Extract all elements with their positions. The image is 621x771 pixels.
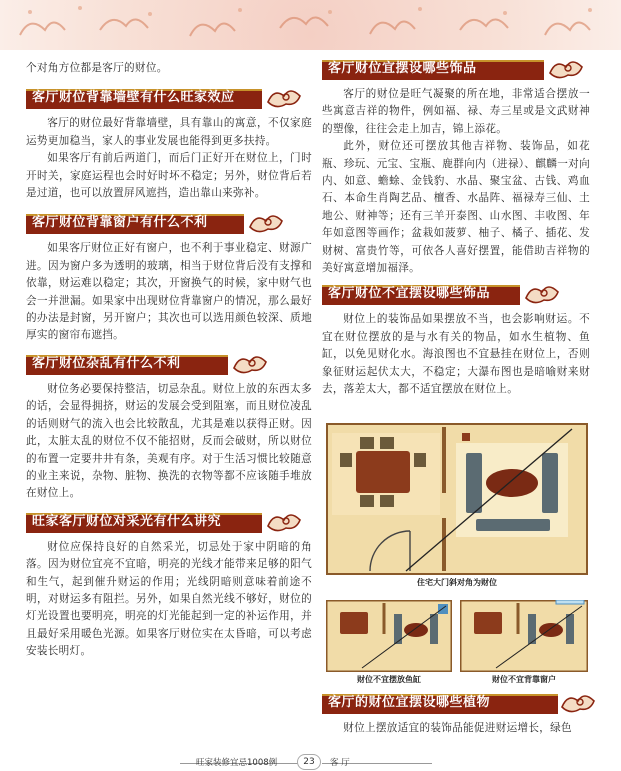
section-heading: 客厅的财位宜摆设哪些植物 (322, 692, 590, 714)
paragraph: 财位务必要保持整洁，切忌杂乱。财位上放的东西太多的话，会显得拥挤，财运的发展会受到阻塞，而且财位凌乱的话则财气的流入也会比较散乱，尤其是难以获得正财。因此，太脏太乱的财位不仅不能招财，反而会破财，所以财位的布置一定要井井有条，美观有序。对于生活习惯比较随意的业主来说，杂物、脏物、换洗的衣物等都不应该随手堆放在财位上。 (26, 382, 312, 500)
right-column (322, 56, 590, 399)
cloud-ornament-icon (558, 689, 598, 717)
section-heading: 客厅财位宜摆设哪些饰品 (322, 58, 590, 80)
left-column (26, 56, 312, 661)
floor-plan-main (326, 423, 588, 575)
cloud-pattern-icon (0, 0, 621, 50)
intro-line: 个对角方位都是客厅的财位。 (26, 62, 168, 74)
paragraph: 此外，财位还可摆放其他吉祥物、装饰品，如花瓶、珍玩、元宝、宝瓶、鹿群向内（进禄）、麒麟一对向内、如意、蟾蜍、金钱豹、水晶、聚宝盆、古钱、鸡血石、本命生肖陶艺品、檀香、水晶阵、福禄寿三仙、土地公、财神等；还有三羊开泰图、山水图、丰收图、年年如意图等画作；盆栽如菠萝、柚子、橘子、插花、发财树、富贵竹等，可依各人喜好摆置，能借助吉祥物的美好寓意增加福泽。 (322, 140, 590, 275)
section-name: 客 厅 (330, 758, 350, 768)
figure-caption: 住宅大门斜对角为财位 (417, 578, 497, 587)
section-heading: 客厅财位不宜摆设哪些饰品 (322, 283, 590, 305)
page-footer (0, 754, 621, 771)
paragraph: 财位上摆放适宜的装饰品能促进财运增长，绿色 (343, 722, 572, 734)
bottom-right-section (322, 690, 590, 737)
figure-caption: 财位不宜摆放鱼缸 (357, 675, 421, 684)
page-number: 23 (297, 754, 321, 770)
book-title: 旺家装修宜忌1008例 (196, 758, 278, 768)
floor-plan-window (460, 600, 588, 672)
paragraph: 客厅的财位是旺气凝聚的所在地，非常适合摆放一些寓意吉祥的物件，例如福、禄、寿三星或是文武财神的塑像，往往会走上加吉，锦上添花。 (322, 88, 590, 135)
cloud-ornament-icon (522, 280, 562, 308)
paragraph: 财位应保持良好的自然采光，切忌处于家中阴暗的角落。因为财位宜亮不宜暗，明亮的光线才能带来足够的阳气和生气，起到催升财运的作用；光线阴暗则意味着前途不明，对财运多有阻拦。另外，如果自然光线不够好，财位的灯光设置也要明亮，明亮的灯光能起到一定的补运作用，并且最好采用暖色光源。如果客厅财位实在太昏暗，可以考虑安装长明灯。 (26, 540, 312, 658)
section-heading: 客厅财位背靠墙壁有什么旺家效应 (26, 87, 312, 109)
cloud-ornament-icon (264, 508, 304, 536)
paragraph: 客厅的财位最好背靠墙壁，具有靠山的寓意，不仅家庭运势更加稳当，家人的事业发展也能得到更多扶持。 (26, 117, 312, 147)
cloud-ornament-icon (230, 350, 270, 378)
cloud-ornament-icon (246, 209, 286, 237)
paragraph: 如果客厅有前后两道门，而后门正好开在财位上，门时开时关，家庭运程也会时好时坏不稳定；另外，财位背后若是过道，也可以放置屏风遮挡，造出靠山来弥补。 (26, 152, 312, 200)
paragraph: 财位上的装饰品如果摆放不当，也会影响财运。不宜在财位摆放的是与水有关的物品，如水生植物、鱼缸，以免见财化水。海浪图也不宜悬挂在财位上，否则象征财运起伏太大，不稳定；大瀑布图也是暗喻财来财去，落差太大，都不适宜摆放在财位上。 (322, 313, 590, 396)
paragraph: 如果客厅财位正好有窗户，也不利于事业稳定、财源广进。因为窗户多为透明的玻璃，相当于财位背后没有支撑和依靠，财运难以稳定；其次，开窗换气的时候，家中财气也会一并泄漏。如果家中出现财位背靠窗户的情况，那么最好的办法是封窗，另开窗户；其次也可以选用颜色较深、质地厚实的窗帘布遮挡。 (26, 242, 312, 342)
section-heading: 客厅财位背靠窗户有什么不利 (26, 212, 312, 234)
cloud-ornament-icon (264, 84, 304, 112)
floor-plan-fish-tank (326, 600, 452, 672)
cloud-ornament-icon (546, 55, 586, 83)
section-heading: 客厅财位杂乱有什么不利 (26, 353, 312, 375)
figure-caption: 财位不宜背靠窗户 (492, 675, 556, 684)
top-cloud-band (0, 0, 621, 50)
section-heading: 旺家客厅财位对采光有什么讲究 (26, 511, 312, 533)
